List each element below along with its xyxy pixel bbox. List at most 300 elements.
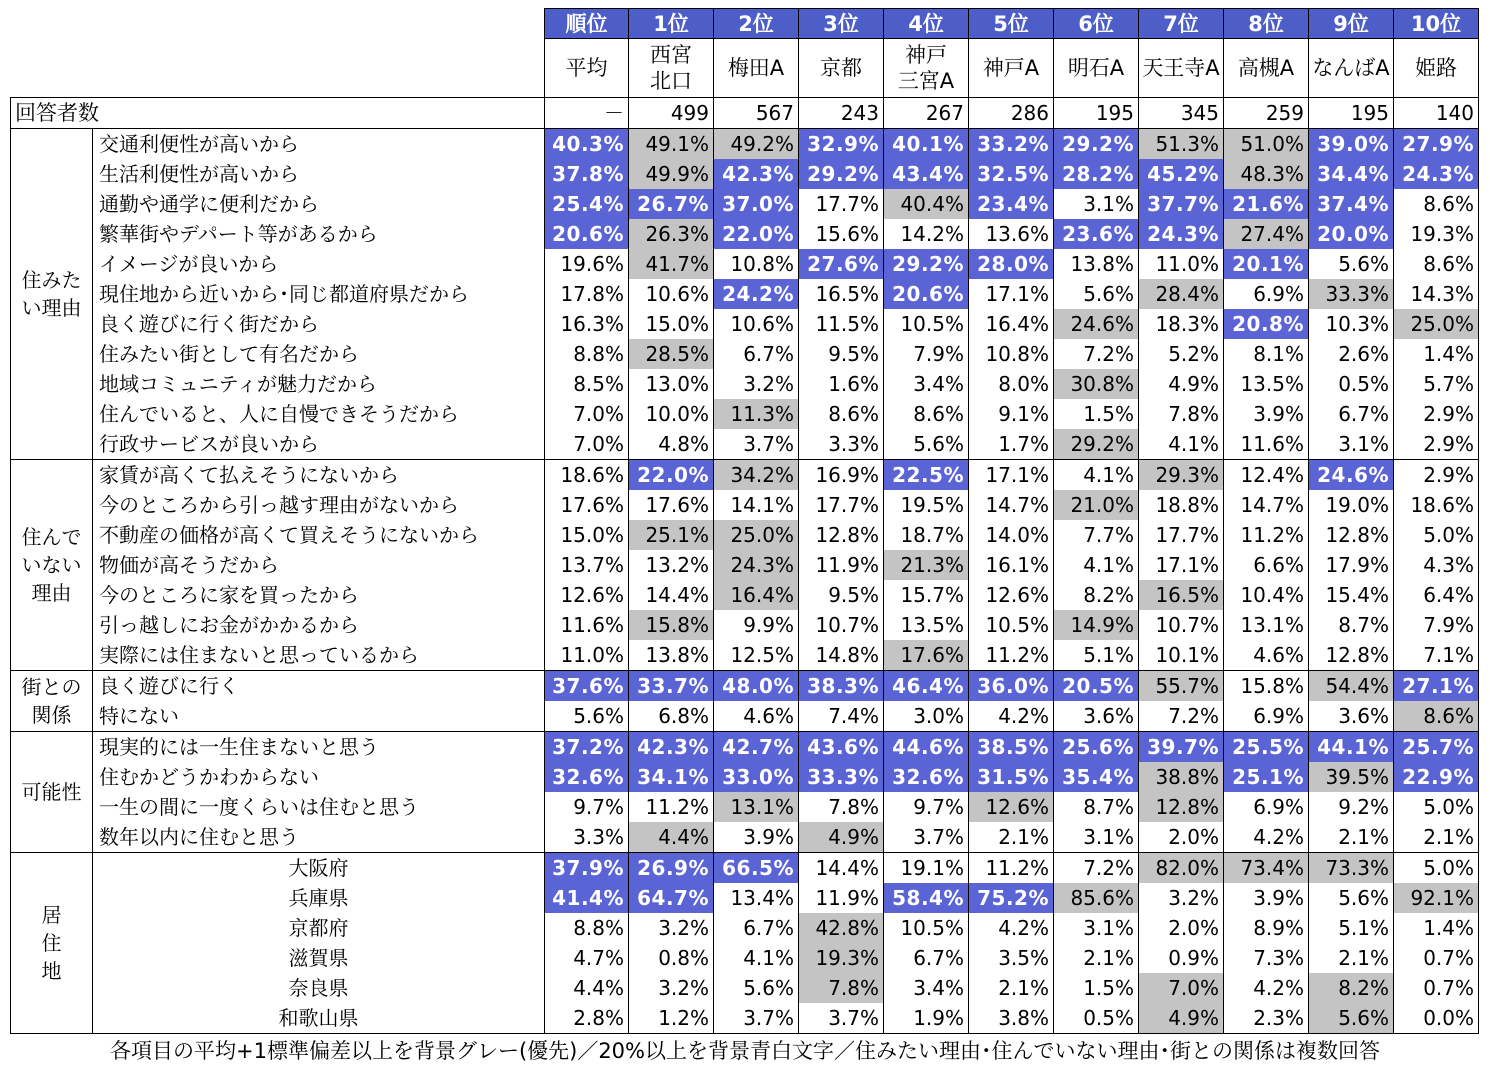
row-label: 実際には住まないと思っているから — [93, 640, 545, 671]
value-cell: 4.4% — [545, 973, 629, 1003]
value-cell: 33.3% — [799, 762, 884, 792]
row-label: イメージが良いから — [93, 249, 545, 279]
value-cell: 10.6% — [629, 279, 714, 309]
value-cell: 4.6% — [714, 701, 799, 732]
row-label: 大阪府 — [93, 853, 545, 884]
value-cell: 23.6% — [1054, 219, 1139, 249]
data-row — [11, 159, 1479, 189]
row-label: 引っ越しにお金がかかるから — [93, 610, 545, 640]
value-cell: 14.3% — [1394, 279, 1479, 309]
value-cell: 3.5% — [969, 943, 1054, 973]
value-cell: 8.6% — [1394, 249, 1479, 279]
data-row — [11, 822, 1479, 853]
respondents-count: 195 — [1054, 98, 1139, 129]
value-cell: 39.0% — [1309, 129, 1394, 160]
value-cell: 17.6% — [884, 640, 969, 671]
value-cell: 29.3% — [1139, 460, 1224, 491]
value-cell: 14.4% — [799, 853, 884, 884]
value-cell: 42.3% — [714, 159, 799, 189]
value-cell: 4.1% — [714, 943, 799, 973]
value-cell: 6.6% — [1224, 550, 1309, 580]
data-row — [11, 399, 1479, 429]
value-cell: 7.0% — [545, 399, 629, 429]
row-label: 良く遊びに行く街だから — [93, 309, 545, 339]
value-cell: 5.6% — [1309, 1003, 1394, 1034]
value-cell: 26.9% — [629, 853, 714, 884]
value-cell: 20.5% — [1054, 671, 1139, 702]
value-cell: 14.8% — [799, 640, 884, 671]
section-title-text: 住んで いない 理由 — [21, 525, 82, 605]
value-cell: 8.6% — [1394, 189, 1479, 219]
value-cell: 29.2% — [799, 159, 884, 189]
value-cell: 8.2% — [1309, 973, 1394, 1003]
value-cell: 15.7% — [884, 580, 969, 610]
value-cell: 12.5% — [714, 640, 799, 671]
value-cell: 10.3% — [1309, 309, 1394, 339]
value-cell: 40.1% — [884, 129, 969, 160]
value-cell: 7.0% — [1139, 973, 1224, 1003]
value-cell: 3.3% — [545, 822, 629, 853]
value-cell: 24.6% — [1054, 309, 1139, 339]
station-header-row — [11, 39, 1479, 98]
value-cell: 1.6% — [799, 369, 884, 399]
value-cell: 11.9% — [799, 550, 884, 580]
value-cell: 12.8% — [799, 520, 884, 550]
value-cell: 7.9% — [884, 339, 969, 369]
respondents-count: 286 — [969, 98, 1054, 129]
data-row — [11, 973, 1479, 1003]
value-cell: 12.8% — [1309, 640, 1394, 671]
rank-header-cell: 1位 — [629, 9, 714, 39]
row-label: 繁華街やデパート等があるから — [93, 219, 545, 249]
row-label: 住むかどうかわからない — [93, 762, 545, 792]
value-cell: 0.7% — [1394, 973, 1479, 1003]
value-cell: 2.1% — [969, 822, 1054, 853]
value-cell: 4.1% — [1054, 460, 1139, 491]
respondents-count: 345 — [1139, 98, 1224, 129]
value-cell: 3.1% — [1054, 189, 1139, 219]
value-cell: 17.1% — [969, 460, 1054, 491]
value-cell: 18.8% — [1139, 490, 1224, 520]
data-row — [11, 853, 1479, 884]
value-cell: 28.5% — [629, 339, 714, 369]
value-cell: 3.6% — [1054, 701, 1139, 732]
data-row — [11, 249, 1479, 279]
value-cell: 8.6% — [1394, 701, 1479, 732]
value-cell: 6.8% — [629, 701, 714, 732]
value-cell: 34.4% — [1309, 159, 1394, 189]
value-cell: 7.0% — [545, 429, 629, 460]
value-cell: 16.3% — [545, 309, 629, 339]
value-cell: 22.0% — [629, 460, 714, 491]
value-cell: 2.1% — [969, 973, 1054, 1003]
respondents-count: 243 — [799, 98, 884, 129]
data-row — [11, 520, 1479, 550]
value-cell: 33.0% — [714, 762, 799, 792]
value-cell: 20.6% — [884, 279, 969, 309]
value-cell: 8.5% — [545, 369, 629, 399]
value-cell: 7.8% — [1139, 399, 1224, 429]
value-cell: 44.1% — [1309, 732, 1394, 763]
value-cell: 10.0% — [629, 399, 714, 429]
rank-header-cell: 7位 — [1139, 9, 1224, 39]
value-cell: 15.4% — [1309, 580, 1394, 610]
row-label: 通勤や通学に便利だから — [93, 189, 545, 219]
value-cell: 64.7% — [629, 883, 714, 913]
value-cell: 16.9% — [799, 460, 884, 491]
value-cell: 2.3% — [1224, 1003, 1309, 1034]
value-cell: 6.9% — [1224, 701, 1309, 732]
value-cell: 3.6% — [1309, 701, 1394, 732]
value-cell: 7.9% — [1394, 610, 1479, 640]
value-cell: 12.6% — [969, 580, 1054, 610]
value-cell: 33.2% — [969, 129, 1054, 160]
row-label: 特にない — [93, 701, 545, 732]
value-cell: 3.1% — [1309, 429, 1394, 460]
value-cell: 3.9% — [1224, 399, 1309, 429]
station-name-cell: 平均 — [545, 39, 629, 98]
footnote: 各項目の平均+1標準偏差以上を背景グレー(優先)／20%以上を背景青白文字／住みたい理由･住んでいない理由･街との関係は複数回答 — [109, 1039, 1380, 1063]
value-cell: 1.4% — [1394, 913, 1479, 943]
value-cell: 14.7% — [1224, 490, 1309, 520]
value-cell: 7.4% — [799, 701, 884, 732]
value-cell: 11.5% — [799, 309, 884, 339]
value-cell: 4.2% — [1224, 973, 1309, 1003]
section-title-text: 居 住 地 — [41, 903, 62, 983]
rank-header-cell: 2位 — [714, 9, 799, 39]
value-cell: 18.6% — [1394, 490, 1479, 520]
value-cell: 8.6% — [799, 399, 884, 429]
value-cell: 0.9% — [1139, 943, 1224, 973]
value-cell: 7.2% — [1139, 701, 1224, 732]
row-label: 住んでいると、人に自慢できそうだから — [93, 399, 545, 429]
value-cell: 34.2% — [714, 460, 799, 491]
station-name-cell: 姫路 — [1394, 39, 1479, 98]
value-cell: 10.1% — [1139, 640, 1224, 671]
value-cell: 8.2% — [1054, 580, 1139, 610]
value-cell: 3.2% — [629, 913, 714, 943]
row-label: 和歌山県 — [93, 1003, 545, 1034]
value-cell: 10.7% — [1139, 610, 1224, 640]
value-cell: 5.1% — [1054, 640, 1139, 671]
value-cell: 1.7% — [969, 429, 1054, 460]
data-row — [11, 189, 1479, 219]
value-cell: 12.4% — [1224, 460, 1309, 491]
value-cell: 41.7% — [629, 249, 714, 279]
value-cell: 36.0% — [969, 671, 1054, 702]
value-cell: 33.3% — [1309, 279, 1394, 309]
data-row — [11, 580, 1479, 610]
value-cell: 35.4% — [1054, 762, 1139, 792]
value-cell: 73.4% — [1224, 853, 1309, 884]
respondents-count: 567 — [714, 98, 799, 129]
value-cell: 2.1% — [1054, 943, 1139, 973]
value-cell: 5.2% — [1139, 339, 1224, 369]
section-title-text: 街との 関係 — [21, 675, 82, 727]
value-cell: 14.7% — [969, 490, 1054, 520]
value-cell: 54.4% — [1309, 671, 1394, 702]
value-cell: 14.9% — [1054, 610, 1139, 640]
value-cell: 17.1% — [969, 279, 1054, 309]
value-cell: 42.3% — [629, 732, 714, 763]
value-cell: 14.2% — [884, 219, 969, 249]
survey-table-container — [10, 8, 1479, 1034]
station-name-cell: 明石A — [1054, 39, 1139, 98]
value-cell: 5.0% — [1394, 853, 1479, 884]
value-cell: 49.2% — [714, 129, 799, 160]
value-cell: 49.1% — [629, 129, 714, 160]
value-cell: 26.3% — [629, 219, 714, 249]
data-row — [11, 339, 1479, 369]
value-cell: 11.2% — [629, 792, 714, 822]
value-cell: 42.7% — [714, 732, 799, 763]
value-cell: 24.2% — [714, 279, 799, 309]
value-cell: 25.0% — [1394, 309, 1479, 339]
station-name-cell: 天王寺A — [1139, 39, 1224, 98]
value-cell: 43.4% — [884, 159, 969, 189]
value-cell: 10.7% — [799, 610, 884, 640]
data-row — [11, 129, 1479, 160]
value-cell: 14.4% — [629, 580, 714, 610]
data-row — [11, 279, 1479, 309]
value-cell: 11.3% — [714, 399, 799, 429]
value-cell: 3.7% — [714, 429, 799, 460]
value-cell: 25.1% — [1224, 762, 1309, 792]
value-cell: 22.0% — [714, 219, 799, 249]
data-row — [11, 701, 1479, 732]
value-cell: 9.9% — [714, 610, 799, 640]
value-cell: 39.5% — [1309, 762, 1394, 792]
value-cell: 40.4% — [884, 189, 969, 219]
value-cell: 37.6% — [545, 671, 629, 702]
value-cell: 39.7% — [1139, 732, 1224, 763]
value-cell: 0.0% — [1394, 1003, 1479, 1034]
row-label: 不動産の価格が高くて買えそうにないから — [93, 520, 545, 550]
value-cell: 12.6% — [969, 792, 1054, 822]
value-cell: 11.0% — [1139, 249, 1224, 279]
value-cell: 8.1% — [1224, 339, 1309, 369]
value-cell: 25.7% — [1394, 732, 1479, 763]
row-label: 京都府 — [93, 913, 545, 943]
value-cell: 13.1% — [714, 792, 799, 822]
row-label: 現実的には一生住まないと思う — [93, 732, 545, 763]
rank-header-cell: 8位 — [1224, 9, 1309, 39]
value-cell: 11.0% — [545, 640, 629, 671]
value-cell: 6.4% — [1394, 580, 1479, 610]
value-cell: 37.0% — [714, 189, 799, 219]
value-cell: 7.8% — [799, 792, 884, 822]
row-label: 生活利便性が高いから — [93, 159, 545, 189]
station-name-cell: 神戸 三宮A — [884, 39, 969, 98]
value-cell: 24.6% — [1309, 460, 1394, 491]
value-cell: 6.9% — [1224, 279, 1309, 309]
station-name-cell: 京都 — [799, 39, 884, 98]
value-cell: 11.2% — [969, 853, 1054, 884]
value-cell: 8.0% — [969, 369, 1054, 399]
value-cell: 2.8% — [545, 1003, 629, 1034]
value-cell: 11.9% — [799, 883, 884, 913]
value-cell: 29.2% — [1054, 129, 1139, 160]
value-cell: 2.0% — [1139, 822, 1224, 853]
value-cell: 17.1% — [1139, 550, 1224, 580]
rank-header-row — [11, 9, 1479, 39]
value-cell: 10.8% — [714, 249, 799, 279]
value-cell: 32.5% — [969, 159, 1054, 189]
value-cell: 17.7% — [1139, 520, 1224, 550]
value-cell: 20.6% — [545, 219, 629, 249]
value-cell: 37.8% — [545, 159, 629, 189]
value-cell: 28.4% — [1139, 279, 1224, 309]
row-label: 今のところから引っ越す理由がないから — [93, 490, 545, 520]
data-row — [11, 219, 1479, 249]
value-cell: 37.2% — [545, 732, 629, 763]
value-cell: 3.4% — [884, 973, 969, 1003]
value-cell: 14.0% — [969, 520, 1054, 550]
value-cell: 17.7% — [799, 189, 884, 219]
rank-header-cell: 10位 — [1394, 9, 1479, 39]
value-cell: 32.6% — [545, 762, 629, 792]
corner-blank — [11, 39, 545, 98]
value-cell: 49.9% — [629, 159, 714, 189]
value-cell: 8.7% — [1054, 792, 1139, 822]
value-cell: 22.9% — [1394, 762, 1479, 792]
value-cell: 28.2% — [1054, 159, 1139, 189]
value-cell: 20.8% — [1224, 309, 1309, 339]
value-cell: 82.0% — [1139, 853, 1224, 884]
value-cell: 29.2% — [1054, 429, 1139, 460]
value-cell: 27.1% — [1394, 671, 1479, 702]
value-cell: 48.3% — [1224, 159, 1309, 189]
value-cell: 3.9% — [714, 822, 799, 853]
value-cell: 2.1% — [1309, 822, 1394, 853]
value-cell: 8.8% — [545, 339, 629, 369]
value-cell: 4.9% — [1139, 369, 1224, 399]
value-cell: 13.5% — [884, 610, 969, 640]
value-cell: 3.4% — [884, 369, 969, 399]
value-cell: 9.1% — [969, 399, 1054, 429]
value-cell: 11.6% — [1224, 429, 1309, 460]
value-cell: 23.4% — [969, 189, 1054, 219]
value-cell: 17.6% — [629, 490, 714, 520]
respondents-row — [11, 98, 1479, 129]
respondents-count: 195 — [1309, 98, 1394, 129]
value-cell: 33.7% — [629, 671, 714, 702]
value-cell: 42.8% — [799, 913, 884, 943]
value-cell: 37.4% — [1309, 189, 1394, 219]
data-row — [11, 429, 1479, 460]
value-cell: 37.7% — [1139, 189, 1224, 219]
value-cell: 13.8% — [629, 640, 714, 671]
value-cell: 20.1% — [1224, 249, 1309, 279]
data-row — [11, 640, 1479, 671]
value-cell: 19.0% — [1309, 490, 1394, 520]
data-row — [11, 883, 1479, 913]
value-cell: 13.6% — [969, 219, 1054, 249]
value-cell: 21.3% — [884, 550, 969, 580]
value-cell: 17.9% — [1309, 550, 1394, 580]
section-title — [11, 732, 93, 853]
value-cell: 3.7% — [799, 1003, 884, 1034]
value-cell: 9.5% — [799, 580, 884, 610]
data-row — [11, 732, 1479, 763]
value-cell: 4.8% — [629, 429, 714, 460]
respondents-count: 267 — [884, 98, 969, 129]
respondents-count: － — [545, 98, 629, 129]
value-cell: 5.0% — [1394, 520, 1479, 550]
row-label: 今のところに家を買ったから — [93, 580, 545, 610]
data-row — [11, 792, 1479, 822]
value-cell: 3.2% — [629, 973, 714, 1003]
value-cell: 7.2% — [1054, 853, 1139, 884]
rank-header-cell: 5位 — [969, 9, 1054, 39]
value-cell: 10.5% — [969, 610, 1054, 640]
value-cell: 13.1% — [1224, 610, 1309, 640]
respondents-label: 回答者数 — [11, 98, 545, 129]
value-cell: 48.0% — [714, 671, 799, 702]
value-cell: 16.5% — [1139, 580, 1224, 610]
value-cell: 7.7% — [1054, 520, 1139, 550]
data-row — [11, 671, 1479, 702]
value-cell: 18.7% — [884, 520, 969, 550]
value-cell: 2.9% — [1394, 460, 1479, 491]
station-name-cell: 梅田A — [714, 39, 799, 98]
value-cell: 25.6% — [1054, 732, 1139, 763]
value-cell: 0.8% — [629, 943, 714, 973]
respondents-count: 259 — [1224, 98, 1309, 129]
value-cell: 11.2% — [969, 640, 1054, 671]
section-title-text: 住みた い理由 — [21, 268, 82, 320]
value-cell: 1.5% — [1054, 973, 1139, 1003]
data-row — [11, 490, 1479, 520]
value-cell: 3.2% — [1139, 883, 1224, 913]
rank-header-cell: 4位 — [884, 9, 969, 39]
value-cell: 44.6% — [884, 732, 969, 763]
value-cell: 8.8% — [545, 913, 629, 943]
value-cell: 2.6% — [1309, 339, 1394, 369]
value-cell: 4.6% — [1224, 640, 1309, 671]
value-cell: 4.4% — [629, 822, 714, 853]
data-row — [11, 1003, 1479, 1034]
value-cell: 31.5% — [969, 762, 1054, 792]
value-cell: 3.7% — [884, 822, 969, 853]
section-title — [11, 129, 93, 460]
value-cell: 58.4% — [884, 883, 969, 913]
value-cell: 2.0% — [1139, 913, 1224, 943]
value-cell: 12.6% — [545, 580, 629, 610]
data-row — [11, 943, 1479, 973]
value-cell: 18.6% — [545, 460, 629, 491]
value-cell: 21.6% — [1224, 189, 1309, 219]
value-cell: 11.6% — [545, 610, 629, 640]
value-cell: 15.0% — [629, 309, 714, 339]
value-cell: 4.1% — [1054, 550, 1139, 580]
value-cell: 1.2% — [629, 1003, 714, 1034]
value-cell: 1.4% — [1394, 339, 1479, 369]
value-cell: 5.6% — [545, 701, 629, 732]
value-cell: 27.9% — [1394, 129, 1479, 160]
value-cell: 7.1% — [1394, 640, 1479, 671]
value-cell: 5.6% — [884, 429, 969, 460]
value-cell: 27.4% — [1224, 219, 1309, 249]
value-cell: 16.5% — [799, 279, 884, 309]
value-cell: 19.6% — [545, 249, 629, 279]
rank-header-cell: 9位 — [1309, 9, 1394, 39]
value-cell: 9.7% — [545, 792, 629, 822]
row-label: 良く遊びに行く — [93, 671, 545, 702]
row-label: 一生の間に一度くらいは住むと思う — [93, 792, 545, 822]
value-cell: 75.2% — [969, 883, 1054, 913]
value-cell: 11.2% — [1224, 520, 1309, 550]
